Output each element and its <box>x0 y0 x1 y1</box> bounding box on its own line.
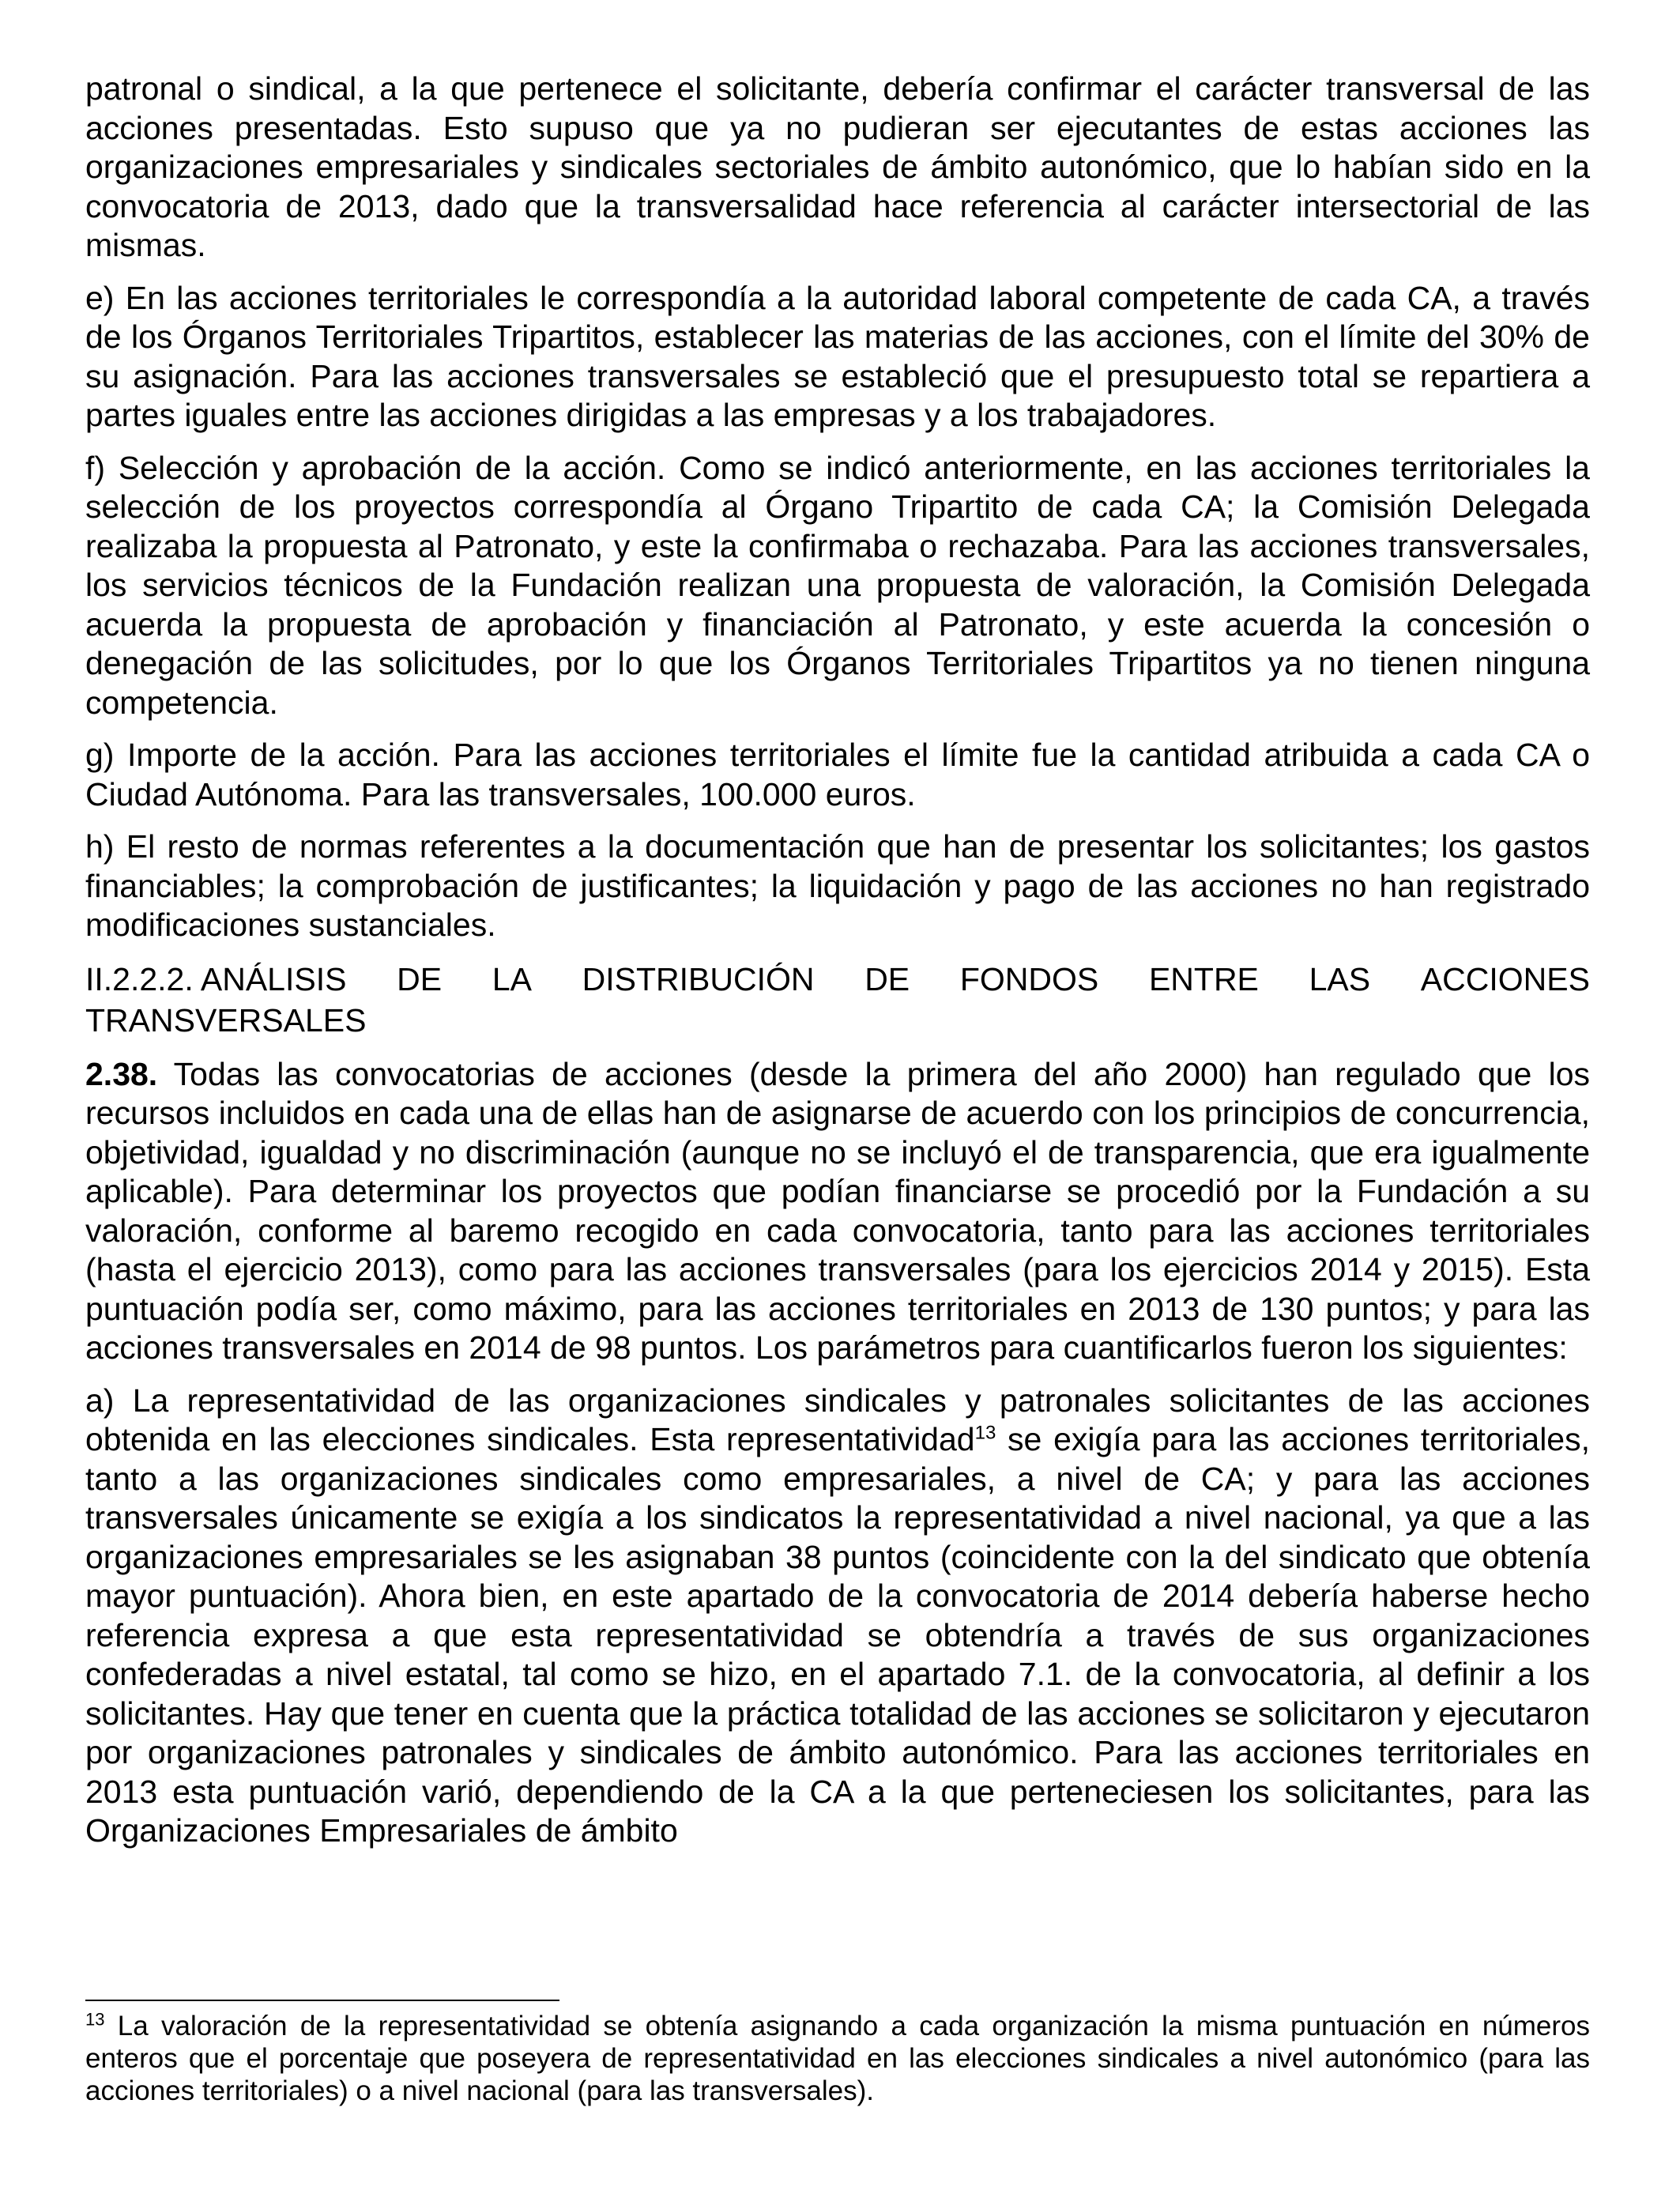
footnote <box>85 2010 1590 2107</box>
heading-word: FONDOS <box>959 960 1099 997</box>
paragraph-a-text-before: a) La representatividad de las organizaciones sindicales y patronales solicitantes de las acciones obtenida en las elecciones sindicales. Esta representatividad <box>85 1382 1590 1457</box>
document-body <box>85 70 1590 1864</box>
section-heading-line1 <box>85 959 1590 1000</box>
paragraph-2-38-text: Todas las convocatorias de acciones (desde la primera del año 2000) han regulado que los recursos incluidos en cada una de ellas han de asignarse de acuerdo con los principios de concurrencia, objetividad, igualdad y no discriminación (aunque no se incluyó el de transparencia, que era igualmente aplicable). Para determinar los proyectos que podían financiarse se procedió por la Fundación a su valoración, conforme al baremo recogido en cada convocatoria, tanto para las acciones territoriales (hasta el ejercicio 2013), como para las acciones transversales (para los ejercicios 2014 y 2015). Esta puntuación podía ser, como máximo, para las acciones territoriales en 2013 de 130 puntos; y para las acciones transversales en 2014 de 98 puntos. Los parámetros para cuantificarlos fueron los siguientes: <box>85 1055 1590 1366</box>
heading-word: LA <box>492 960 532 997</box>
paragraph-e: e) En las acciones territoriales le correspondía a la autoridad laboral competente de cada CA, a través de los Órganos Territoriales Tripartitos, establecer las materias de las acciones, con el límite del 30% de su asignación. Para las acciones transversales se estableció que el presupuesto total se repartiera a partes iguales entre las acciones dirigidas a las empresas y a los trabajadores. <box>85 279 1590 433</box>
paragraph-number: 2.38. <box>85 1055 158 1092</box>
footnote-reference[interactable]: 13 <box>974 1422 996 1444</box>
paragraph-h: h) El resto de normas referentes a la documentación que han de presentar los solicitantes; los gastos financiables; la comprobación de justificantes; la liquidación y pago de las acciones no han registrado modificaciones sustanciales. <box>85 828 1590 943</box>
heading-word: ENTRE <box>1148 960 1259 997</box>
paragraph-g: g) Importe de la acción. Para las acciones territoriales el límite fue la cantidad atribuida a cada CA o Ciudad Autónoma. Para las transversales, 100.000 euros. <box>85 737 1590 812</box>
heading-word: DISTRIBUCIÓN <box>582 960 815 997</box>
heading-word: DE <box>397 960 443 997</box>
heading-word: DE <box>864 960 910 997</box>
paragraph-intro: patronal o sindical, a la que pertenece el solicitante, debería confirmar el carácter transversal de las acciones presentadas. Esto supuso que ya no pudieran ser ejecutantes de estas acciones las organizaciones empresariales y sindicales sectoriales de ámbito autonómico, que lo habían sido en la convocatoria de 2013, dado que la transversalidad hace referencia al carácter intersectorial de las mismas. <box>85 70 1590 263</box>
section-heading <box>85 959 1590 1041</box>
heading-word: II.2.2.2. ANÁLISIS <box>85 960 347 997</box>
heading-word: LAS <box>1309 960 1371 997</box>
paragraph-a-text-after: se exigía para las acciones territoriales, tanto a las organizaciones sindicales como empresariales, a nivel de CA; y para las acciones transversales únicamente se exigía a los sindicatos la representatividad a nivel nacional, ya que a las organizaciones empresariales se les asignaban 38 puntos (coincidente con la del sindicato que obtenía mayor puntuación). Ahora bien, en este apartado de la convocatoria de 2014 debería haberse hecho referencia expresa a que esta representatividad se obtendría a través de sus organizaciones confederadas a nivel estatal, tal como se hizo, en el apartado 7.1. de la convocatoria, al definir a los solicitantes. Hay que tener en cuenta que la práctica totalidad de las acciones se solicitaron y ejecutaron por organizaciones patronales y sindicales de ámbito autonómico. Para las acciones territoriales en 2013 esta puntuación varió, dependiendo de la CA a la que perteneciesen los solicitantes, para las Organizaciones Empresariales de ámbito <box>85 1421 1590 1849</box>
heading-word: ACCIONES <box>1420 960 1590 997</box>
section-heading-line2: TRANSVERSALES <box>85 1001 367 1039</box>
footnote-separator <box>85 2000 559 2001</box>
footnote-number: 13 <box>85 2009 105 2030</box>
paragraph-2-38 <box>85 1055 1590 1368</box>
paragraph-a <box>85 1382 1590 1851</box>
footnote-text: La valoración de la representatividad se obtenía asignando a cada organización la misma puntuación en números enteros que el porcentaje que poseyera de representatividad en las elecciones sindicales a nivel autonómico (para las acciones territoriales) o a nivel nacional (para las transversales). <box>85 2011 1590 2106</box>
paragraph-f: f) Selección y aprobación de la acción. Como se indicó anteriormente, en las acciones territoriales la selección de los proyectos correspondía al Órgano Tripartito de cada CA; la Comisión Delegada realizaba la propuesta al Patronato, y este la confirmaba o rechazaba. Para las acciones transversales, los servicios técnicos de la Fundación realizan una propuesta de valoración, la Comisión Delegada acuerda la propuesta de aprobación y financiación al Patronato, y este acuerda la concesión o denegación de las solicitudes, por lo que los Órganos Territoriales Tripartitos ya no tienen ninguna competencia. <box>85 449 1590 721</box>
